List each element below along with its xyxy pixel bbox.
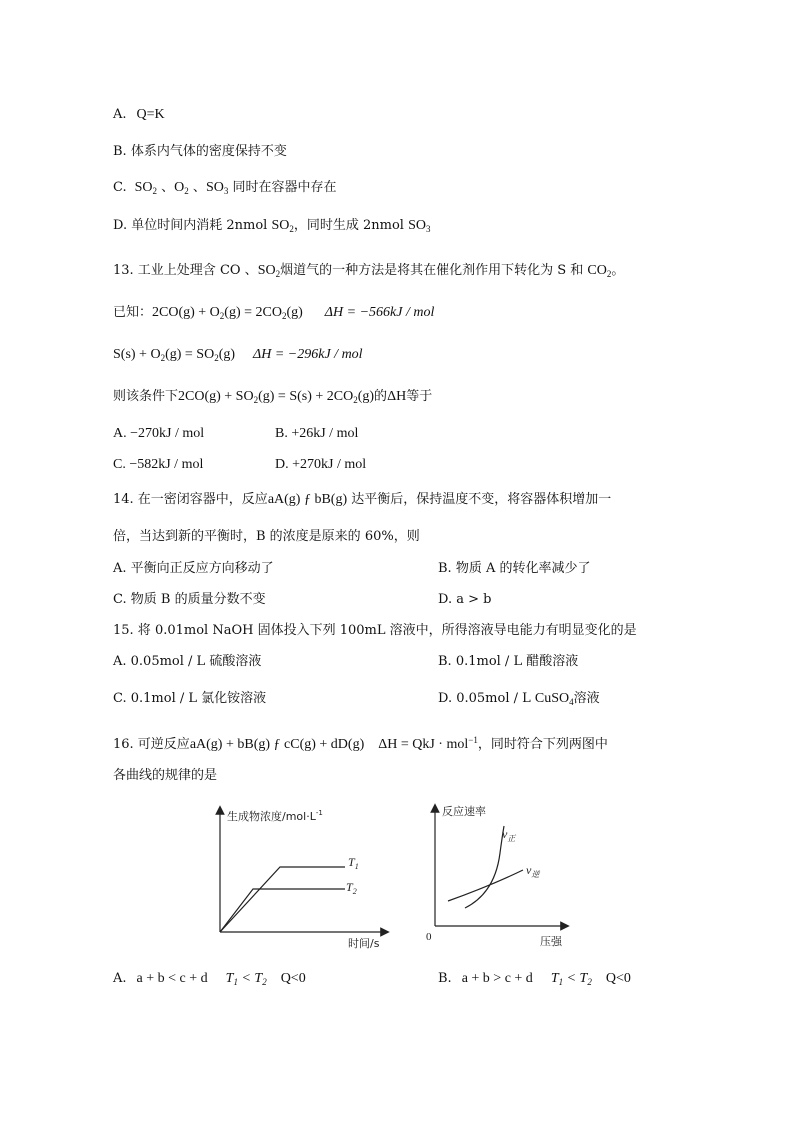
q15-option-c: C. 0.1mol / L 氯化铵溶液: [113, 691, 267, 706]
q15-stem: 15. 将 0.01mol NaOH 固体投入下列 100mL 溶液中，所得溶液导电能力有明显变化的是: [113, 623, 637, 638]
q16-option-a: A. a + b < c + d $T_1 < T_2$ Q<0: [113, 971, 306, 987]
q14-option-b: B. 物质 A 的转化率减少了: [438, 561, 591, 576]
q13-stem: 13. 工业上处理含 CO 、$SO_2$烟道气的一种方法是将其在催化剂作用下转化为 S 和 $CO_2$。: [113, 263, 625, 279]
y-axis-label: 反应速率: [442, 805, 486, 818]
origin-label: 0: [426, 931, 432, 943]
concentration-time-graph: [205, 800, 400, 950]
q16-option-b: B. a + b > c + d $T_1 < T_2$ Q<0: [438, 971, 631, 987]
q12-option-b: B. 体系内气体的密度保持不变: [113, 144, 287, 159]
curve-t2: [220, 889, 345, 932]
q13-option-c: C. −582kJ / mol: [113, 457, 204, 472]
q13-equation-2: $S(s) + O_2(g) = SO_2(g) \Delta H = -296kJ$ / mol: [113, 347, 363, 363]
x-axis-label: 时间/s: [348, 937, 380, 950]
curve-t2-label: $T_2$: [346, 880, 357, 896]
q16-stem: 16. 可逆反应aA(g) + bB(g) ƒ cC(g) + dD(g) ΔH = QkJ · mol$^{-1}$，同时符合下列两图中: [113, 735, 608, 752]
q12-option-a: A. Q=K: [113, 107, 165, 122]
q15-option-d: D. 0.05mol / L CuSO$_4$溶液: [438, 691, 600, 707]
q16-stem-line2: 各曲线的规律的是: [113, 768, 218, 783]
q14-stem: 14. 在一密闭容器中，反应aA(g) ƒ bB(g) 达平衡后，保持温度不变，将容器体积增加一: [113, 492, 612, 507]
q13-option-d: D. +270kJ / mol: [275, 457, 367, 472]
curve-reverse-label: $v_逆$: [526, 863, 540, 879]
q12-option-c: C. $SO_2$ 、$O_2$ 、$SO_3$ 同时在容器中存在: [113, 180, 337, 196]
x-axis-label: 压强: [540, 935, 562, 948]
q14-option-a: A. 平衡向正反应方向移动了: [113, 561, 274, 576]
q13-option-b: B. +26kJ / mol: [275, 426, 359, 441]
curve-t1: [220, 867, 345, 932]
q13-question: 则该条件下$2CO(g) + SO_2(g) = S(s) + 2CO_2(g)$的ΔH等于: [113, 389, 433, 405]
curve-forward-label: $v_正$: [502, 827, 516, 843]
curve-forward-rate: [465, 826, 504, 908]
curve-t1-label: $T_1$: [348, 855, 359, 871]
y-axis-label: 生成物浓度$/mol\cdot L^{-1}$: [227, 809, 323, 823]
q15-option-b: B. 0.1mol / L 醋酸溶液: [438, 654, 579, 669]
curve-reverse-rate: [448, 870, 523, 901]
q13-equation-1: 已知：$2CO(g) + O_2(g) = 2CO_2(g) \Delta H = -566kJ$ / mol: [113, 305, 435, 321]
q14-option-c: C. 物质 B 的质量分数不变: [113, 592, 266, 607]
q14-stem-line2: 倍，当达到新的平衡时，B 的浓度是原来的 60%，则: [113, 529, 420, 544]
q13-option-a: A. −270kJ / mol: [113, 426, 205, 441]
q15-option-a: A. 0.05mol / L 硫酸溶液: [113, 654, 262, 669]
q12-option-d: D. 单位时间内消耗 2nmol $SO_2$，同时生成 2nmol $SO_3$: [113, 218, 431, 234]
q14-option-d: D. a > b: [438, 592, 492, 607]
rate-pressure-graph: [420, 798, 580, 953]
